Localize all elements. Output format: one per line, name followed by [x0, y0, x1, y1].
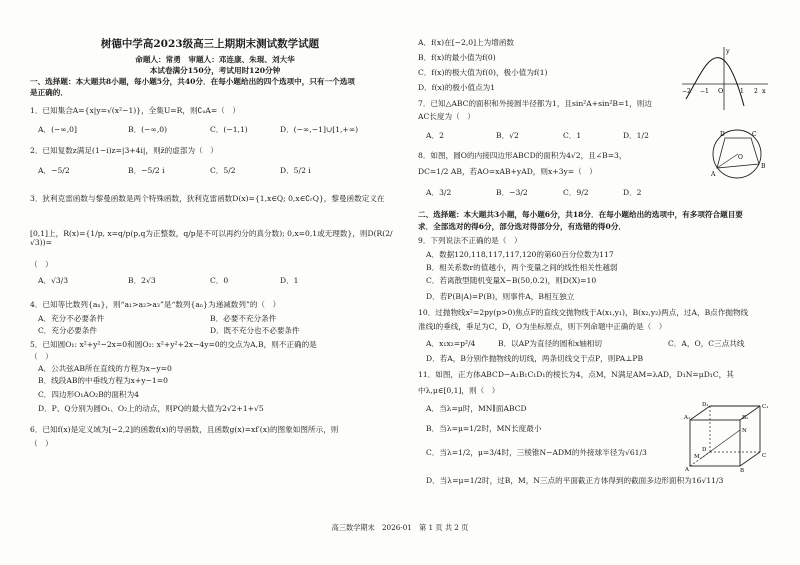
- q1-option-b: B．(−∞,0): [128, 125, 168, 134]
- q11-option-d: D．当λ=μ=1/2时，过B，M，N三点的平面截正方体得到的截面多边形面积为16√11/3: [426, 476, 724, 485]
- q9-option-b: B．相关系数r的值越小，两个变量之间的线性相关性越弱: [426, 263, 618, 272]
- q3-option-b: B．2√3: [128, 276, 156, 285]
- tick-p2: 2: [754, 88, 758, 95]
- question-3-line2: [0,1]上，R(x)={1/p, x=q/p(p,q为正整数，q/p是不可以再约分的真分数); 0,x=0,1或无理数}，则D(R(2/√3))=: [30, 229, 393, 248]
- y-label: y: [726, 47, 730, 55]
- q2-option-c: C．5/2: [210, 166, 236, 175]
- label-b: B: [761, 163, 766, 170]
- question-5-blank: （ ）: [30, 352, 53, 361]
- question-2: 2．已知复数z满足(1−i)z=|3+4i|，则z̄的虚部为（ ）: [30, 146, 218, 155]
- label-a1: A₁: [684, 415, 691, 421]
- section2-heading: 二、选择题：本大题共3小题，每小题6分，共18分．在每小题给出的选项中，有多项符合题目要: [418, 210, 743, 219]
- question-6-blank: （ ）: [30, 439, 53, 448]
- q3-option-c: C．0: [210, 276, 229, 285]
- label-c: C: [762, 453, 767, 459]
- question-5: 5．已知圆O₁: x²+y²−2x=0和圆O₂: x²+y²+2x−4y=0的交点为A,B，则不正确的是: [30, 340, 317, 349]
- tick-p1: 1: [740, 88, 744, 95]
- cube-edge-5: [740, 452, 760, 466]
- q9-option-d: D．若P(B|A)=P(B)，则事件A，B相互独立: [426, 292, 575, 301]
- q10-option-a: A．x₁x₂=p²/4: [426, 339, 476, 348]
- question-11-line2: 中λ,μ∈[0,1]，则（ ）: [418, 386, 500, 395]
- question-3: 3．狄利克雷函数与黎曼函数是两个特殊函数，狄利克雷函数D(x)={1,x∈Q; 0,x∈∁ᵣQ}，黎曼函数定义在: [30, 194, 385, 203]
- q6-option-a: A．f(x)在[−2,0]上为增函数: [418, 38, 515, 47]
- section1-heading2: 是正确的．: [30, 88, 68, 97]
- segment-mn: [700, 430, 740, 459]
- exam-info: 本试卷满分150分，考试用时120分钟: [149, 66, 281, 75]
- authors: 命题人：常勇 审题人：邓连康、朱琨、刘大华: [135, 55, 295, 64]
- question-11: 11．如图，正方体ABCD−A₁B₁C₁D₁的棱长为4，点M，N满足AM=λAD，D₁N=μD₁C，其: [418, 370, 734, 379]
- question-7-line2: AC长度为（ ）: [418, 112, 475, 121]
- tick-m2: −2: [682, 88, 691, 95]
- origin-label: O: [718, 87, 724, 95]
- q11-option-a: A．当λ=μ时，MN∥面ABCD: [426, 404, 527, 413]
- page-footer: 高三数学期末 2026-01 第 1 页 共 2 页: [331, 523, 469, 532]
- q7-option-b: B．√2: [496, 131, 519, 140]
- label-o: O: [738, 154, 743, 161]
- q7-option-a: A．2: [426, 131, 444, 140]
- label-b: B: [740, 468, 745, 472]
- label-n: N: [742, 428, 747, 434]
- q8-option-b: B．−3/2: [496, 188, 528, 197]
- cube-edge-1: [690, 406, 710, 420]
- label-d: D: [720, 131, 725, 138]
- q4-option-d: D．既不充分也不必要条件: [210, 326, 300, 335]
- question-7: 7．已知△ABC的面积和外接圆半径都为1，且sin²A+sin²B=1，则边: [418, 99, 652, 108]
- q8-option-a: A．3/2: [426, 188, 452, 197]
- q11-option-c: C．当λ=1/2，μ=3/4时，三棱锥N−ADM的外接球半径为√61/3: [426, 448, 647, 457]
- q7-option-c: C．1: [563, 131, 582, 140]
- question-9: 9．下列说法不正确的是（ ）: [418, 236, 522, 245]
- q8-option-c: C．9/2: [563, 188, 589, 197]
- q6-option-b: B．f(x)的最小值为f(0): [418, 53, 496, 62]
- q5-option-c: C．四边形O₁AO₂B的面积为4: [38, 390, 139, 399]
- q6-option-c: C．f(x)的极大值为f(0)，极小值为f(1): [418, 68, 548, 77]
- q9-option-a: A．数据120,118,117,117,120的第60百分位数为117: [426, 250, 614, 259]
- question-10-line2: 准线l的垂线，垂足为C，D，O为坐标原点，则下列命题中正确的是（ ）: [418, 322, 667, 331]
- q4-option-c: C．充分必要条件: [38, 326, 97, 335]
- q1-option-a: A．(−∞,0]: [38, 125, 77, 134]
- section1-heading: 一、选择题：本大题共8小题，每小题5分，共40分．在每小题给出的四个选项中，只有一个选项: [30, 77, 355, 86]
- q8-circle-figure: [705, 124, 769, 188]
- question-10: 10．过抛物线x²=2py(p>0)焦点F的直线交抛物线于A(x₁,y₁)，B(x₂,y₂)两点，过A，B点作抛物线: [418, 308, 749, 317]
- label-a: A: [685, 467, 689, 472]
- q5-option-b: B．线段AB的中垂线方程为x+y−1=0: [38, 376, 168, 385]
- q10-option-d: D．若A，B分别作抛物线的切线，两条切线交于点P，则PA⊥PB: [426, 354, 644, 363]
- q11-option-b: B．当λ=μ=1/2时，MN长度最小: [426, 424, 542, 433]
- label-a: A: [711, 171, 716, 178]
- question-4: 4．已知等比数列{aₙ}，则“a₁>a₂>a₃”是“数列{aₙ}为递减数列”的（ ）: [30, 300, 281, 309]
- question-8: 8．如图，圆O的内接四边形ABCD的面积为4√2，且∠B=3，: [418, 151, 627, 160]
- q10-option-b: B．以AP为直径的圆和x轴相切: [498, 339, 602, 348]
- q6-option-d: D．f(x)的极小值点为1: [418, 83, 496, 92]
- q2-option-b: B．−5/2 i: [128, 166, 165, 175]
- label-c1: C₁: [762, 404, 769, 410]
- q3-option-a: A．√3/3: [38, 276, 69, 285]
- q6-graph: [678, 44, 770, 112]
- q5-option-a: A．公共弦AB所在直线的方程为x−y=0: [38, 364, 172, 373]
- q2-option-d: D．5/2 i: [280, 166, 311, 175]
- label-d: D: [702, 447, 707, 453]
- graph-curve: [686, 58, 744, 106]
- question-8-line2: DC=1/2 AB，若AO=xAB+yAD，则x+3y=（ ）: [418, 167, 597, 176]
- q4-option-a: A．充分不必要条件: [38, 314, 105, 323]
- x-label: x: [762, 87, 766, 95]
- question-6: 6．已知f(x)是定义域为[−2,2]的函数f(x)的导函数，且函数g(x)=xf′(x)的图象如图所示，则: [30, 425, 339, 434]
- tick-m1: −1: [700, 88, 709, 95]
- section2-heading2: 求．全部选对的得6分，部分选对得部分分，有选错的得0分．: [418, 222, 627, 231]
- q8-option-d: D．2: [623, 188, 642, 197]
- question-3-blank: （ ）: [30, 260, 53, 269]
- q4-option-b: B．必要不充分条件: [210, 314, 277, 323]
- q2-option-a: A．−5/2: [38, 166, 70, 175]
- q10-option-c: C．A，O，C三点共线: [668, 339, 745, 348]
- page-title: 树德中学高2023级高三上期期末测试数学试题: [100, 38, 320, 50]
- q11-cube-figure: [684, 400, 774, 472]
- label-c: C: [752, 131, 757, 138]
- q1-option-d: D．(−∞,−1]∪[1,+∞): [280, 125, 359, 134]
- label-b1: B₁: [742, 415, 749, 421]
- label-m: M: [694, 454, 700, 460]
- q9-option-c: C．若离散型随机变量X~B(50,0.2)，则D(X)=10: [426, 276, 597, 285]
- q7-option-d: D．1/2: [623, 131, 649, 140]
- q5-option-d: D．P、Q分别为圆O₁、O₂上的动点，则PQ的最大值为2√2+1+√5: [38, 404, 264, 413]
- label-d1: D₁: [702, 402, 709, 408]
- q3-option-d: D．1: [280, 276, 299, 285]
- question-1: 1．已知集合A={x|y=√(x²−1)}，全集U=R，则∁ᵤA=（ ）: [30, 106, 241, 115]
- q1-option-c: C．(−1,1): [210, 125, 248, 134]
